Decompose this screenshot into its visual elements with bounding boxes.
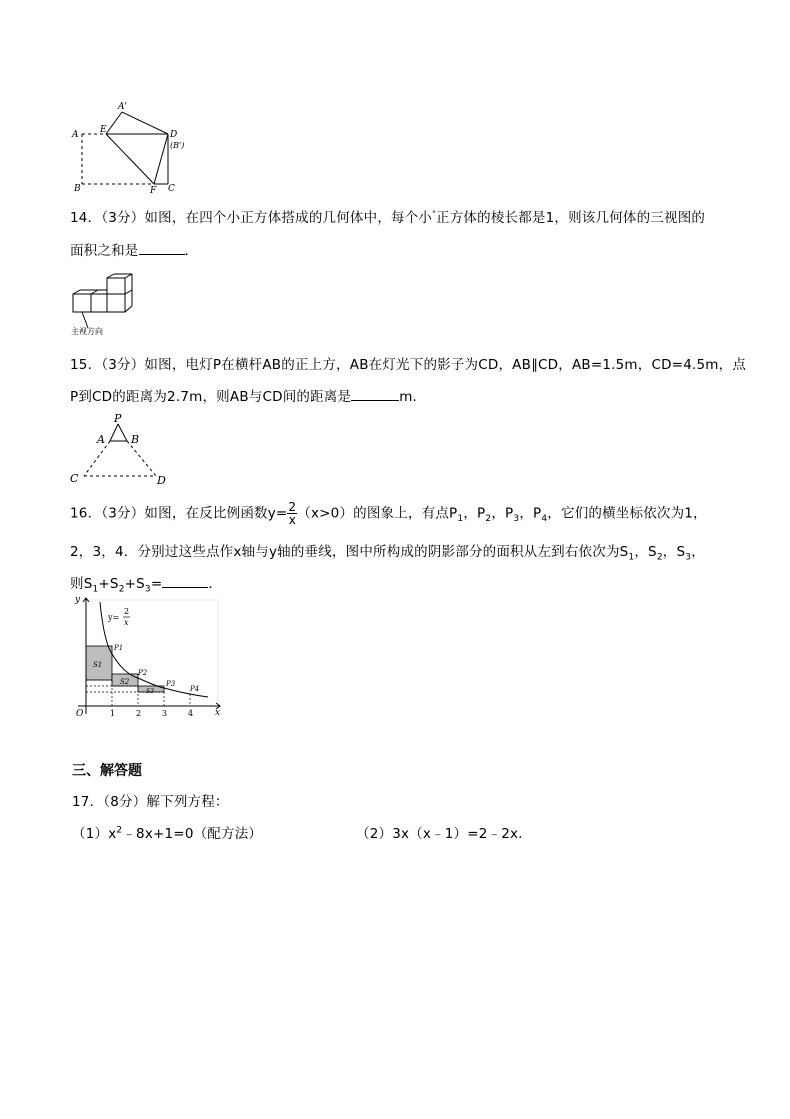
q16-line2-text: 2，3，4．分别过这些点作x轴与y轴的垂线，图中所构成的阴影部分的面积从左到右依次为S [70,544,629,560]
q16-sub1: 1 [457,514,464,525]
q16-p4: ，P [519,505,542,522]
q16-line1a: 16．（3分）如图，在反比例函数y= [70,505,288,522]
label-e: E [100,125,107,135]
q16-s2: 2 [656,552,663,563]
q16-eq: = [150,576,163,592]
q16-fraction [287,501,297,526]
origin-label: O [76,709,84,718]
q14-line2 [70,239,198,259]
label-a: A [72,130,79,140]
point-p3: P3 [166,680,176,688]
q16-line1c: ，它们的横坐标依次为1， [547,505,707,522]
figure-folded-rectangle [68,98,228,194]
area-label-s3: S3 [146,688,154,695]
func-label: y= [108,613,120,622]
tick-3: 3 [162,709,168,718]
label-d: D [157,474,166,486]
q16-l3s1: 1 [92,584,99,595]
tick-2: 2 [136,709,142,718]
label-p: P [114,412,122,425]
q16-l3s3: 3 [144,584,151,595]
label-f: F [150,186,157,194]
figure-cube-stack [68,272,140,336]
point-p4: P4 [190,685,200,693]
q16-frac-num: 2 [288,500,297,514]
q16-answer-blank[interactable] [162,587,208,588]
q16-end: ． [208,576,223,592]
q16-plus1: +S [98,576,119,592]
q14-answer-blank[interactable] [139,254,185,255]
q15-line2a: P到CD的距离为2.7m，则AB与CD间的距离是 [70,389,352,405]
q14-mark: " [432,209,437,219]
func-num: 2 [124,607,130,616]
q16-l3s2: 2 [118,584,125,595]
q15-line2 [70,385,426,405]
axis-x-label: x [215,708,221,718]
q16-plus2: +S [124,576,145,592]
q16-s1: 1 [628,552,635,563]
tick-1: 1 [110,709,116,718]
q14-line1 [70,206,705,226]
label-b: B [131,433,140,446]
section-title: 三、解答题 [72,763,142,779]
q17-part1-sup: 2 [116,825,123,836]
q16-p2: ，P [463,505,486,522]
q16-line1 [70,501,707,526]
q17-part1a: （1）x [72,826,117,842]
q16-s3: 3 [685,552,692,563]
q16-p3: ，P [491,505,514,522]
q16-line3 [70,572,222,595]
area-label-s2: S2 [120,678,130,686]
q16-line2 [70,540,705,563]
q17-part2: （2）3x（x﹣1）=2﹣2x． [356,826,532,842]
q16-sub2: 2 [485,514,492,525]
q17-line1: 17．（8分）解下列方程： [72,794,229,810]
tick-4: 4 [188,709,194,718]
q15-line1: 15．（3分）如图，电灯P在横杆AB的正上方，AB在灯光下的影子为CD，AB∥CD，AB=1.5m，CD=4.5m，点 [70,357,747,373]
q14-end: ． [184,243,199,259]
q14-prefix: 14．（3分）如图，在四个小正方体搭成的几何体中，每个小 [70,210,433,226]
q16-frac-den: x [288,513,296,527]
label-a: A [97,433,105,446]
label-a-prime: A' [118,102,127,112]
q16-comma3: ， [691,544,705,560]
q17-part1b: ﹣8x+1=0（配方法） [122,826,263,842]
q16-line1b: （x>0）的图象上，有点P [297,505,458,522]
label-c: C [168,184,175,194]
q14-caption: 主视方向 [71,327,103,336]
q14-line2-text: 面积之和是 [70,243,139,259]
area-label-s1: S1 [93,661,103,669]
q14-suffix: 正方体的棱长都是1，则该几何体的三视图的 [436,210,706,226]
label-b-prime: (B') [170,141,185,150]
q16-sub3: 3 [513,514,520,525]
q16-comma2: ，S [662,544,686,560]
q15-answer-blank[interactable] [351,400,399,401]
figure-reciprocal-graph [68,594,224,718]
label-b: B [74,184,81,194]
q16-comma1: ，S [634,544,657,560]
point-p2: P2 [138,669,148,677]
q15-line2b: m． [399,389,427,405]
axis-y-label: y [75,595,81,605]
figure-lamp-shadow [66,412,176,486]
point-p1: P1 [114,644,124,652]
q16-sub4: 4 [541,514,548,525]
label-c: C [70,472,79,485]
label-d: D [170,130,178,140]
q16-line3a: 则S [70,576,93,592]
func-den: x [124,618,129,627]
q17-part1 [72,822,262,842]
